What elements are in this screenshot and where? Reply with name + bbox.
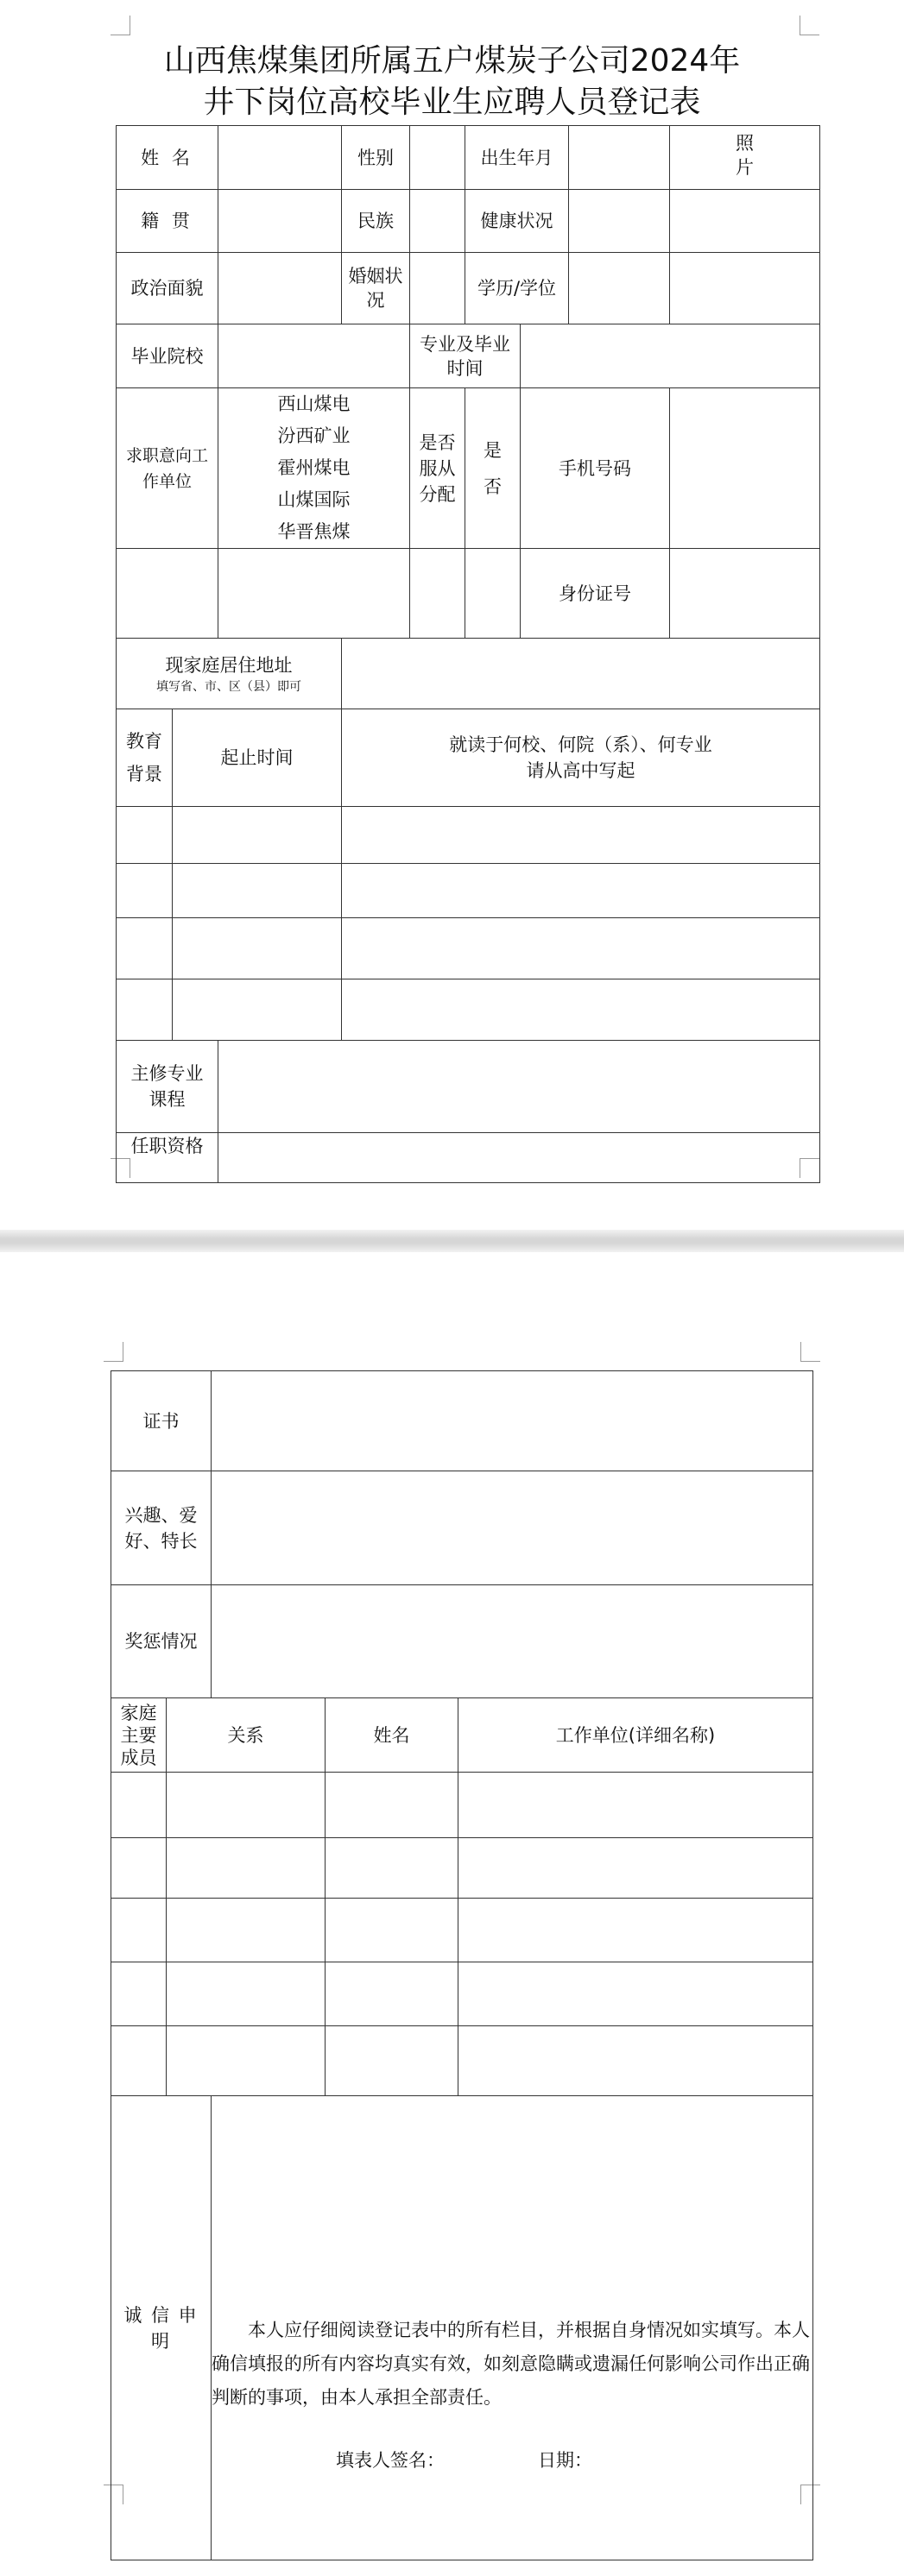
phone-label: 手机号码 <box>521 388 670 549</box>
edu-row-school[interactable] <box>342 864 820 918</box>
birth-value[interactable] <box>569 126 670 190</box>
edu-row-period[interactable] <box>173 979 342 1041</box>
family-row-relation[interactable] <box>167 1838 326 1899</box>
qualification-label: 任职资格 <box>117 1133 218 1183</box>
photo-label: 照 片 <box>736 133 754 178</box>
address-value[interactable] <box>342 639 820 709</box>
birth-label: 出生年月 <box>465 126 569 190</box>
workplace-header: 工作单位(详细名称) <box>458 1698 813 1773</box>
blank-cell[interactable] <box>465 549 521 639</box>
company-option[interactable]: 霍州煤电 <box>277 457 351 478</box>
edu-row-school[interactable] <box>342 807 820 864</box>
family-row-relation[interactable] <box>167 1899 326 1962</box>
date-label: 日期： <box>538 2450 592 2471</box>
form-page-2 <box>0 1252 904 2576</box>
signature-label: 填表人签名： <box>336 2450 445 2471</box>
family-row-name[interactable] <box>326 1899 458 1962</box>
edu-row-school[interactable] <box>342 979 820 1041</box>
photo-cell-bottom[interactable] <box>670 253 820 324</box>
address-label-cell <box>117 639 342 709</box>
edu-row-blank[interactable] <box>117 979 173 1041</box>
family-label: 家庭 主要 成员 <box>111 1698 167 1773</box>
edu-row-period[interactable] <box>173 918 342 979</box>
family-row-relation[interactable] <box>167 2026 326 2096</box>
crop-mark <box>800 1342 820 1362</box>
certificate-label: 证书 <box>111 1371 212 1471</box>
major-time-value[interactable] <box>521 324 820 388</box>
qualification-value[interactable] <box>218 1133 820 1183</box>
family-row-workplace[interactable] <box>458 1962 813 2026</box>
target-unit-label: 求职意向工 作单位 <box>117 388 218 549</box>
degree-label: 学历/学位 <box>465 253 569 324</box>
health-value[interactable] <box>569 190 670 253</box>
crop-mark <box>104 1342 123 1362</box>
integrity-label: 诚 信 申 明 <box>111 2096 212 2560</box>
id-card-label: 身份证号 <box>521 549 670 639</box>
political-status-value[interactable] <box>218 253 342 324</box>
political-status-label: 政治面貌 <box>117 253 218 324</box>
courses-value[interactable] <box>218 1041 820 1133</box>
company-options <box>218 388 410 549</box>
awards-value[interactable] <box>212 1585 813 1698</box>
registration-table-1 <box>116 125 820 1183</box>
phone-value[interactable] <box>670 388 820 549</box>
blank-cell[interactable] <box>117 549 218 639</box>
company-option[interactable]: 华晋焦煤 <box>277 521 351 542</box>
family-row-name[interactable] <box>326 2026 458 2096</box>
member-name-header: 姓名 <box>326 1698 458 1773</box>
hobbies-label: 兴趣、爱 好、特长 <box>111 1471 212 1585</box>
edu-row-period[interactable] <box>173 807 342 864</box>
address-label: 现家庭居住地址 <box>165 654 293 676</box>
family-row-blank[interactable] <box>111 1773 167 1838</box>
major-time-label: 专业及毕业 时间 <box>410 324 521 388</box>
declaration-text: 本人应仔细阅读登记表中的所有栏目，并根据自身情况如实填写。本人确信填报的所有内容均真实有效，如刻意隐瞒或遗漏任何影响公司作出正确判断的事项，由本人承担全部责任。 <box>212 2320 810 2408</box>
school-label: 毕业院校 <box>117 324 218 388</box>
edu-row-blank[interactable] <box>117 807 173 864</box>
form-title-line-1: 山西焦煤集团所属五户煤炭子公司2024年 <box>163 43 741 79</box>
signature-line <box>212 2447 812 2473</box>
ethnic-label: 民族 <box>342 190 410 253</box>
company-option[interactable]: 山煤国际 <box>277 489 351 510</box>
company-option[interactable]: 汾西矿业 <box>277 425 351 446</box>
family-row-relation[interactable] <box>167 1773 326 1838</box>
form-page-1 <box>0 0 904 1230</box>
family-row-blank[interactable] <box>111 1838 167 1899</box>
edu-row-school[interactable] <box>342 918 820 979</box>
family-row-blank[interactable] <box>111 1899 167 1962</box>
period-label: 起止时间 <box>173 709 342 807</box>
degree-value[interactable] <box>569 253 670 324</box>
name-label: 姓 名 <box>117 126 218 190</box>
company-option[interactable]: 西山煤电 <box>277 394 351 414</box>
hobbies-value[interactable] <box>212 1471 813 1585</box>
family-row-workplace[interactable] <box>458 2026 813 2096</box>
family-row-name[interactable] <box>326 1838 458 1899</box>
family-row-relation[interactable] <box>167 1962 326 2026</box>
gender-value[interactable] <box>410 126 465 190</box>
education-description: 就读于何校、何院（系）、何专业 请从高中写起 <box>342 709 820 807</box>
id-card-value[interactable] <box>670 549 820 639</box>
marital-value[interactable] <box>410 253 465 324</box>
registration-table-2 <box>111 1370 813 2560</box>
edu-row-blank[interactable] <box>117 864 173 918</box>
relation-header: 关系 <box>167 1698 326 1773</box>
photo-cell-lower[interactable] <box>670 190 820 253</box>
courses-label: 主修专业 课程 <box>117 1041 218 1133</box>
form-title-line-2: 井下岗位高校毕业生应聘人员登记表 <box>203 85 701 120</box>
ethnic-value[interactable] <box>410 190 465 253</box>
address-hint: 填写省、市、区（县）即可 <box>156 679 301 694</box>
marital-label: 婚姻状 况 <box>342 253 410 324</box>
obey-assignment-label: 是否 服从 分配 <box>410 388 465 549</box>
education-label: 教育 背景 <box>117 709 173 807</box>
native-place-value[interactable] <box>218 190 342 253</box>
native-place-label: 籍 贯 <box>117 190 218 253</box>
name-value[interactable] <box>218 126 342 190</box>
family-row-workplace[interactable] <box>458 1773 813 1838</box>
family-row-blank[interactable] <box>111 2026 167 2096</box>
awards-label: 奖惩情况 <box>111 1585 212 1698</box>
photo-cell[interactable] <box>670 126 820 190</box>
gender-label: 性别 <box>342 126 410 190</box>
crop-mark <box>111 16 130 35</box>
family-row-name[interactable] <box>326 1773 458 1838</box>
family-row-workplace[interactable] <box>458 1838 813 1899</box>
yes-no-label[interactable]: 是 否 <box>465 388 521 549</box>
blank-cell[interactable] <box>410 549 465 639</box>
blank-cell[interactable] <box>218 549 410 639</box>
school-value[interactable] <box>218 324 410 388</box>
crop-mark <box>800 16 819 35</box>
page-separator <box>0 1230 904 1252</box>
declaration-cell <box>212 2096 813 2560</box>
family-row-workplace[interactable] <box>458 1899 813 1962</box>
family-row-blank[interactable] <box>111 1962 167 2026</box>
health-label: 健康状况 <box>465 190 569 253</box>
edu-row-period[interactable] <box>173 864 342 918</box>
edu-row-blank[interactable] <box>117 918 173 979</box>
certificate-value[interactable] <box>212 1371 813 1471</box>
family-row-name[interactable] <box>326 1962 458 2026</box>
